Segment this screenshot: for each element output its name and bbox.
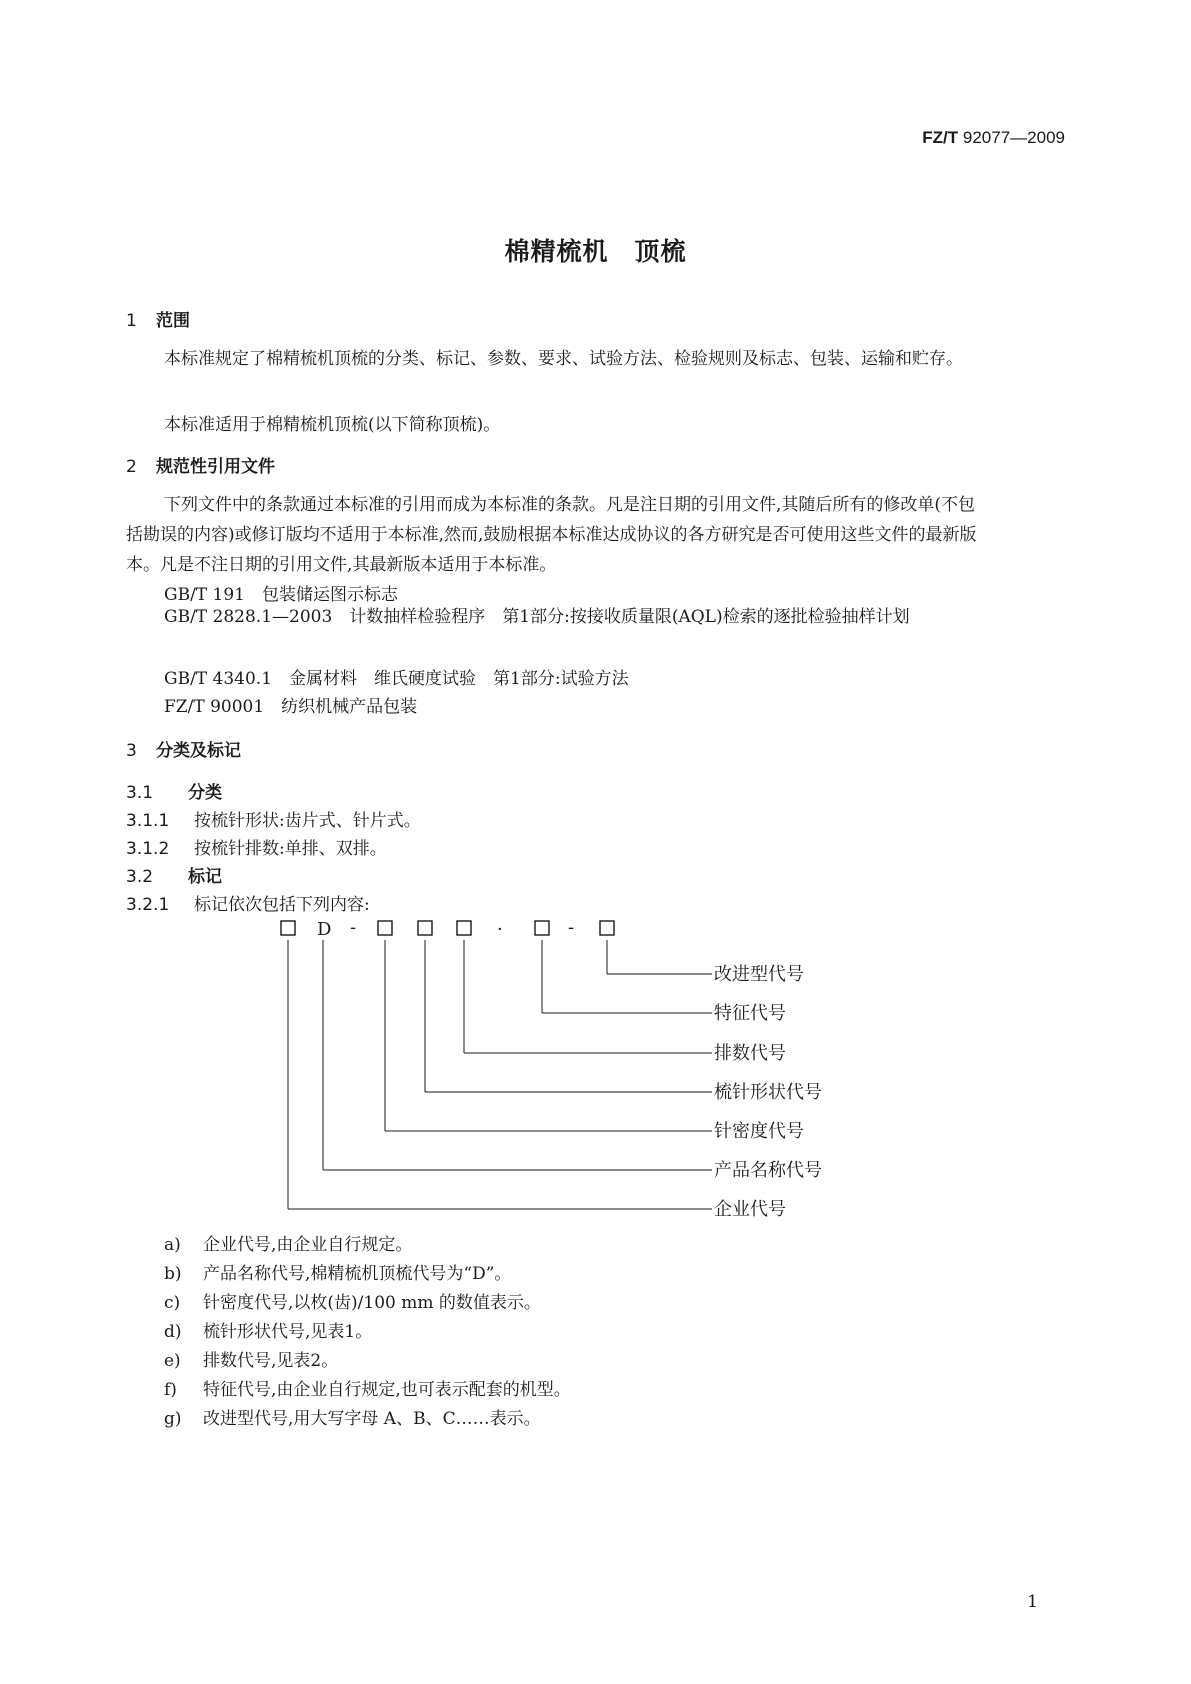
code-box-feature: [535, 921, 549, 935]
code-box-needle-shape: [418, 921, 432, 935]
code-dash: -: [568, 917, 575, 938]
diagram-label-needle-density: 针密度代号: [714, 1121, 804, 1142]
section-3-1-1: 3.1.1 按梳针形状:齿片式、针片式。: [126, 811, 421, 831]
code-dash: -: [350, 917, 357, 938]
diagram-label-needle-shape: 梳针形状代号: [714, 1082, 822, 1103]
diagram-label-product-name: 产品名称代号: [714, 1160, 822, 1181]
diagram-label-enterprise: 企业代号: [714, 1199, 786, 1220]
section-1-paragraph-1: 本标准规定了棉精梳机顶梳的分类、标记、参数、要求、试验方法、检验规则及标志、包装、运输和贮存。: [164, 349, 963, 369]
code-explanation-item: a) 企业代号,由企业自行规定。: [164, 1235, 413, 1255]
code-explanation-item: b) 产品名称代号,棉精梳机顶梳代号为“D”。: [164, 1264, 512, 1284]
code-explanation-item: f) 特征代号,由企业自行规定,也可表示配套的机型。: [164, 1380, 571, 1400]
section-3-2-1: 3.2.1 标记依次包括下列内容:: [126, 895, 370, 915]
section-3-1-heading: 3.1 分类: [126, 783, 222, 803]
document-title: 棉精梳机 顶梳: [504, 237, 687, 266]
code-explanation-item: g) 改进型代号,用大写字母 A、B、C……表示。: [164, 1409, 541, 1429]
diagram-label-row-count: 排数代号: [714, 1043, 786, 1064]
code-explanation-item: e) 排数代号,见表2。: [164, 1351, 339, 1371]
code-box-needle-density: [378, 921, 392, 935]
section-2-paragraph: 下列文件中的条款通过本标准的引用而成为本标准的条款。凡是注日期的引用文件,其随后所有的修改单(不包括勘误的内容)或修订版均不适用于本标准,然而,鼓励根据本标准达成协议的各方研究是否可使用这些文件的最新版本。凡是不注日期的引用文件,其最新版本适用于本标准。: [126, 495, 977, 575]
section-1-paragraph-2: 本标准适用于棉精梳机顶梳(以下简称顶梳)。: [164, 415, 501, 435]
code-dot: ·: [497, 919, 503, 940]
code-explanation-item: c) 针密度代号,以枚(齿)/100 mm 的数值表示。: [164, 1293, 541, 1313]
diagram-label-improved-type: 改进型代号: [714, 964, 804, 985]
code-box-enterprise: [281, 921, 295, 935]
code-letter-d: D: [317, 919, 332, 940]
reference-item: GB/T 2828.1—2003 计数抽样检验程序 第1部分:按接收质量限(AQL)检索的逐批检验抽样计划: [164, 607, 910, 627]
diagram-label-feature: 特征代号: [714, 1003, 786, 1024]
section-1-heading: 1 范围: [126, 311, 190, 331]
code-box-row-count: [457, 921, 471, 935]
reference-item: GB/T 191 包装储运图示标志: [164, 585, 398, 605]
section-3-2-heading: 3.2 标记: [126, 867, 222, 887]
reference-item: GB/T 4340.1 金属材料 维氏硬度试验 第1部分:试验方法: [164, 669, 629, 689]
section-2-heading: 2 规范性引用文件: [126, 457, 275, 477]
page-number: 1: [1027, 1592, 1038, 1612]
code-explanation-item: d) 梳针形状代号,见表1。: [164, 1322, 373, 1342]
reference-item: FZ/T 90001 纺织机械产品包装: [164, 697, 418, 717]
standard-code: FZ/T 92077—2009: [922, 128, 1065, 147]
section-3-heading: 3 分类及标记: [126, 741, 241, 761]
code-box-improved-type: [600, 921, 614, 935]
section-3-1-2: 3.1.2 按梳针排数:单排、双排。: [126, 839, 387, 859]
